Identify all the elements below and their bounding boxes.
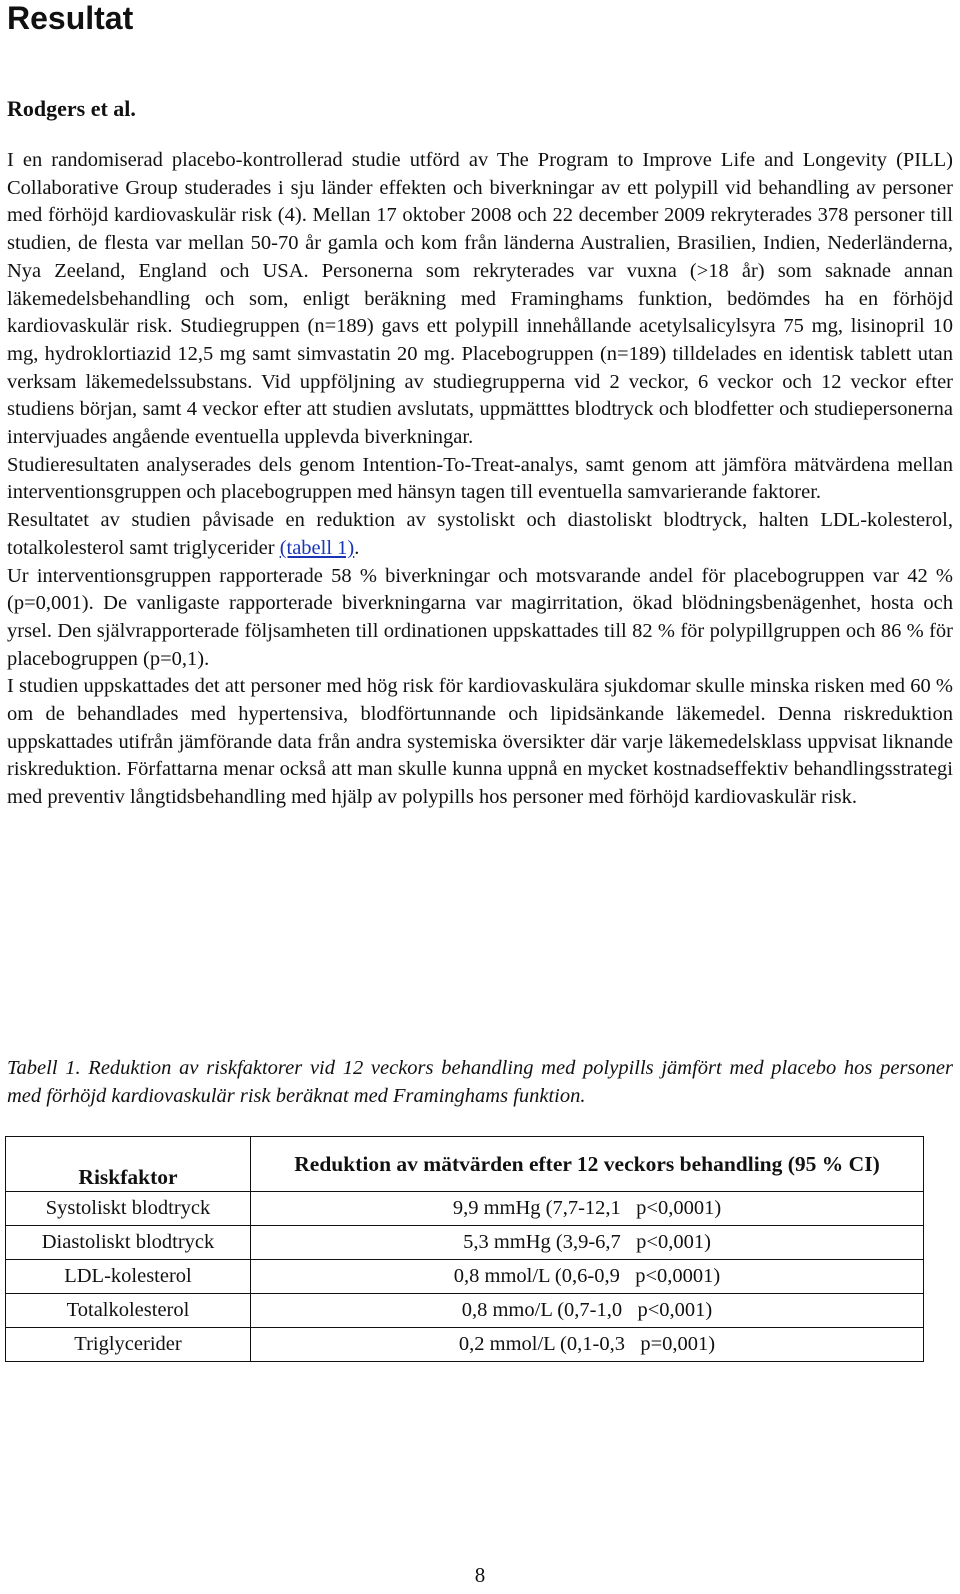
table-1-link[interactable]: (tabell 1) xyxy=(279,536,355,559)
table-row xyxy=(6,1192,924,1226)
body-text xyxy=(7,147,953,812)
cell-riskfaktor: Diastoliskt blodtryck xyxy=(6,1226,251,1260)
paragraph-analysis: Studieresultaten analyserades dels genom Intention-To-Treat-analys, samt genom att jämföra mätvärdena mellan interventionsgruppen och placebogruppen med hänsyn tagen till eventuella samvarierande faktorer. xyxy=(7,453,953,504)
section-subheading: Rodgers et al. xyxy=(7,96,136,121)
cell-reduktion: 0,8 mmo/L (0,7-1,0 p<0,001) xyxy=(251,1294,924,1328)
results-text: Resultatet av studien påvisade en reduktion av systoliskt och diastoliskt blodtryck, halten LDL-kolesterol, totalkolesterol samt triglycerider xyxy=(7,509,953,559)
table-row xyxy=(6,1328,924,1362)
paragraph-study-description: I en randomiserad placebo-kontrollerad studie utförd av The Program to Improve Life and Longevity (PILL) Collaborative Group studerades i sju länder effekten och biverkningar av ett polypill vid behandling av personer med förhöjd kardiovaskulär risk (4). Mellan 17 oktober 2008 och 22 december 2009 rekryterades 378 personer till studien, de flesta var mellan 50-70 år gamla och kom från länderna Australien, Brasilien, Indien, Nederländerna, Nya Zeeland, England och USA. Personerna som rekryterades var vuxna (>18 år) som saknade annan läkemedelsbehandling och som, enligt beräkning med Framinghams funktion, bedömdes ha en förhöjd kardiovaskulär risk. Studiegruppen (n=189) gavs ett polypill innehållande acetylsalicylsyra 75 mg, lisinopril 10 mg, hydroklortiazid 12,5 mg samt simvastatin 20 mg. Placebogruppen (n=189) tilldelades en identisk tablett utan verksam läkemedelssubstans. Vid uppföljning av studiegrupperna vid 2 veckor, 6 veckor och 12 veckor efter studiens början, samt 4 veckor efter att studien avslutats, uppmätttes blodtryck och blodfetter och studiepersonerna intervjuades angående eventuella upplevda biverkningar. xyxy=(7,149,953,449)
cell-reduktion: 9,9 mmHg (7,7-12,1 p<0,0001) xyxy=(251,1192,924,1226)
cell-riskfaktor: Triglycerider xyxy=(6,1328,251,1362)
table-row xyxy=(6,1294,924,1328)
paragraph-risk-estimate: I studien uppskattades det att personer med hög risk för kardiovaskulära sjukdomar skulle minska risken med 60 % om de behandlades med hypertensiva, blodförtunnande och lipidsänkande läkemedel. Denna riskreduktion uppskattades utifrån jämförande data från andra systemiska översikter där varje läkemedelsklass uppvisat liknande riskreduktion. Författarna menar också att man skulle kunna uppnå en mycket kostnadseffektiv behandlingsstrategi med preventiv långtidsbehandling med hjälp av polypills hos personer med förhöjd kardiovaskulär risk. xyxy=(7,675,953,809)
cell-reduktion: 5,3 mmHg (3,9-6,7 p<0,001) xyxy=(251,1226,924,1260)
results-text-end: . xyxy=(354,536,360,559)
header-reduktion: Reduktion av mätvärden efter 12 veckors behandling (95 % CI) xyxy=(251,1137,924,1192)
page-heading: Resultat xyxy=(7,0,134,36)
cell-riskfaktor: LDL-kolesterol xyxy=(6,1260,251,1294)
cell-riskfaktor: Totalkolesterol xyxy=(6,1294,251,1328)
table-header-row xyxy=(6,1137,924,1192)
paragraph-side-effects: Ur interventionsgruppen rapporterade 58 % biverkningar och motsvarande andel för placebogruppen var 42 % (p=0,001). De vanligaste rapporterade biverkningarna var magirritation, ökad blödningsbenägenhet, hosta och yrsel. Den självrapporterade följsamheten till ordinationen uppskattades till 82 % för polypillgruppen och 86 % för placebogruppen (p=0,1). xyxy=(7,564,953,670)
table-caption: Tabell 1. Reduktion av riskfaktorer vid 12 veckors behandling med polypills jämfört med placebo hos personer med förhöjd kardiovaskulär risk beräknat med Framinghams funktion. xyxy=(7,1057,953,1107)
cell-reduktion: 0,2 mmol/L (0,1-0,3 p=0,001) xyxy=(251,1328,924,1362)
table-row xyxy=(6,1226,924,1260)
paragraph-results xyxy=(7,507,953,562)
cell-riskfaktor: Systoliskt blodtryck xyxy=(6,1192,251,1226)
header-riskfaktor: Riskfaktor xyxy=(6,1137,251,1192)
page-number: 8 xyxy=(474,1563,486,1587)
results-table xyxy=(5,1136,924,1362)
cell-reduktion: 0,8 mmol/L (0,6-0,9 p<0,0001) xyxy=(251,1260,924,1294)
table-row xyxy=(6,1260,924,1294)
